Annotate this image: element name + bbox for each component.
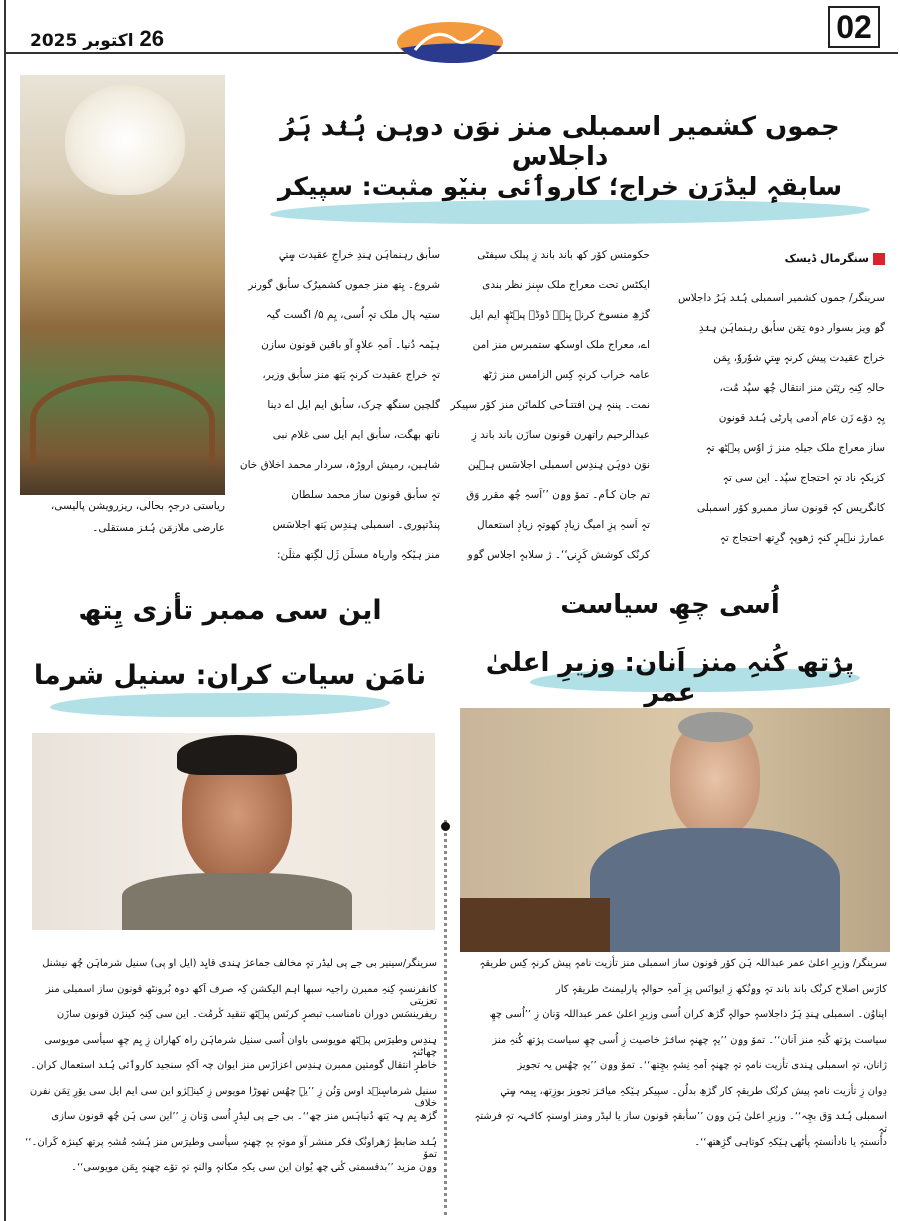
text-line: ہُنٛد ضابطٕ ژھراونُک فکر منشر آو موتہٕ یہٕ چھنہٕ سیأسی وطیرَس منز ہُشہِ مُشہِ پرتھ کینژہ کَران۔‘‘ تموٚ (25, 1136, 437, 1161)
text-line: کانگریس کہٕ قونون ساز ممبرو کوٚر اسمبلی (696, 502, 885, 514)
text-line: تہٕ خراج عقیدت کرنہٕ یَتھ منز سأبق وزیر، (262, 369, 440, 381)
text-line: سنیل شرماسٕنٛد اوس وَنُن زِ ’’یہٕ چھُس تھوڑا مویوس زِ کینٛژو این سی ایم ایل سی یوٚرِ تِمَن نفرن خلاف (29, 1085, 437, 1110)
text-line: سرینگر/سینیر بی جے پی لیڈر تہٕ مخالف جماعژ ہِندی قایِد (ایل او پی) سنیل شرماہَن چُھ نیشنل (42, 958, 437, 969)
text-line: ہِندِس وطیرَس پٮ۪ٹھ مویوسی باوان اُسی سنیل شرماہَن راہ کھاران زِ یِم چھِ سیأسی مویوسی چھاٹنہٕ (44, 1034, 437, 1059)
omar-abdullah-photo (460, 708, 890, 952)
text-line: کانفرنسہٕ کِنہِ ممبرن راجیہ سبھا اہم الیکشن کِہ صرف اَکھ دوہ بُرونٹھ قونون ساز اسمبلی منز تعزیتی (45, 983, 437, 1008)
text-line: پنڈتپوری۔ اسمبلی ہِندِس یَتھ اجلاسَس (272, 519, 440, 531)
text-line: شاہین، رمیش اروڑہ، سردار محمد اخلاق خان (239, 459, 440, 471)
text-line: ریاستی درجہٕ بحالی، ریزرویشن پالیسی، (50, 500, 225, 512)
text-line: یِہٕ دوٚے زَن عام آدمی پارٹی ہُنٛد قونون (718, 412, 885, 424)
text-line: عمارژ نٮ۪برٕ کنہٕ ژھوپہٕ گرِتھ احتجاج تہٕ (719, 532, 885, 544)
text-line: گژھ یِم ہٕہ یَتھ دُنیاہَس منز چھ‘‘۔ بی جے پی لیڈرٕ اُسی وَنان زِ ’’این سی ہَن چُھ قونون سازی (51, 1111, 437, 1122)
newspaper-logo (395, 20, 505, 64)
text-line: اپناوُن۔ اسمبلی ہِندِ ہَرُ داجلاسہٕ حوالہٕ گژھ کران اُسی وزیرِ اعلیٰ عمر عبداللہ وَنان زِ ’’اُسی چھِ (489, 1009, 887, 1020)
text-line: اسمبلی ہُنٛد وَق بچِہ‘‘۔ وزیرِ اعلیٰ ہَن وۄن ’’سأبقہٕ قونون ساز یا لیڈر ومنز اوسنہٕ کانٛہہ تہٕ فرشتہٕ تہٕ (474, 1111, 887, 1135)
story2-headline-2: نامَن سیات کران: سنیل شرما (33, 660, 427, 691)
story3-headline-1: اُسی چھِ سیاست (560, 590, 780, 620)
text-line: عبدالرحیم راتھرن قونون سازَن باند باند زِ (471, 429, 650, 441)
text-line: ایکٹس تحت معراج ملک سٕنز نظر بندی (482, 279, 650, 291)
story3-body (465, 958, 887, 1162)
text-line: دِوان زِ تأزیت نامہٕ پیش کرنُک طریقہٕ کار گژھِ بدلُن۔ سپیکر ہیٚکہِ میانٛز تجویز بوزِتھ، یِیمہ سٟتؠ (500, 1085, 887, 1097)
text-line: سأبق رہنماہَن ہِندِ خراجِ عقیدت سٟتؠ (279, 249, 440, 261)
story3-headline-2: پرٛتھ کُنہِ منز اَنان: وزیرِ اعلیٰ عمر (485, 648, 855, 708)
assembly-hall-photo (20, 75, 225, 495)
text-line: خراج عقیدت پیش کرنہٕ سٟتؠ شوٗروٗ، یِمَن (713, 352, 885, 364)
separator-dot (441, 822, 450, 831)
text-line: اے، معراج ملک اوسکھ ستمبرس منز امن (472, 339, 650, 351)
byline: سنگرمال ڈیسک (720, 252, 885, 265)
text-line: ناتھ بھگت، سأبق ایم ایل سی غلام نبی (272, 429, 440, 441)
text-line: ہیٚمہ دُنیا۔ اَمہِ علاوٕ آو باقین قونون سازن (261, 339, 440, 351)
story2-headline-1: این سی ممبر تأزی یِتھ (78, 595, 382, 626)
text-line: سرینگر/ جموں کشمیر اسمبلی ہُنٛد ہَرُ داجلاس (677, 292, 885, 304)
story1-headline-1: جموں کشمیر اسمبلی منز نوَن دوہن ہُنٛد ہَرُ داجلاس (280, 112, 840, 172)
text-line: عامہ خراب کرنہٕ کِس الزامس منز ژٹھ (482, 369, 650, 381)
text-line: حالہِ کِنہِ رێتَن منز انتقال چُھ سپُد مُت، (719, 382, 885, 394)
text-line: تہٕ اَسہِ پزِ امیگ زیادٕ کھوتہٕ زیادٕ استعمال (476, 519, 650, 531)
story2-body (25, 958, 437, 1188)
text-line: گژھِ منسوخ کرنہٕ یِنۍ۔ ڈوڈہ پٮ۪ٹھٕ ایم ایل (469, 309, 650, 321)
text-line: گۄ ویز بسوار دوہ تِمَن سأبق رہنماہَن ہِنٛدِ (698, 322, 885, 334)
text-line: نوَن دوہَن ہِندِس اسمبلی اجلاسَس ہٮ۪ین (467, 459, 650, 471)
text-line: دأنستہٕ یا نادأنستہٕ پأٹھۍ ہیٚکہِ کوتاہی گژِھتھ‘‘۔ (694, 1136, 887, 1148)
text-line: شروع۔ یِتھ منز جموں کشمیرُک سأبق گورنر (248, 279, 440, 291)
text-line: حکومتس کوٚر کھ باند باند زِ پبلک سیفٹی (477, 249, 650, 261)
text-line: خاطرٕ انتقال گومتین ممبرن ہِندِس اعزازَس منز ایوان چہ اَکہٕ سنجید کاروٲئی ہُنٛد استعمال کران۔ (30, 1060, 437, 1071)
text-line: سرینگر/ وزیرِ اعلیٰ عمر عبداللہ ہَن کوٚر قونون ساز اسمبلی منز تأزیت نامہٕ پیش کرنہٕ کِس طریقہٕ (479, 958, 887, 969)
text-line: کارَس اصلاح کرنُک باند باند تہٕ وۄنُکھ زِ ایوانَس پزِ اَمہِ حوالہٕ پارلیمنٹ طریقہٕ کار (555, 983, 887, 995)
text-line: ستیہ پال ملک تہٕ اُسی، یِم ۵/ اگست گیہ (265, 309, 440, 321)
column-separator (444, 820, 448, 1215)
text-line: ریفرینسَس دوران نامناسب تبصرٕ کرنَس پٮ۪ٹھ تنقید کٔرمُت۔ این سی کِنہِ کینژن قونون سازَن (56, 1009, 437, 1020)
text-line: گلچین سنگھ چرک، سأبق ایم ایل اے دینا (267, 399, 440, 411)
story1-headline-2: سابقہٕ لیڈرَن خراج؛ کاروٲئی بنیٚو مثبت: سپیکر (277, 172, 843, 201)
issue-date: 26 اکتوبر 2025 (30, 26, 164, 51)
text-line: ژانان، تہٕ اسمبلی ہِندی تأزیت نامہٕ تہٕ چھنہٕ اَمہِ نِشہٕ بچِتھ‘‘۔ تموٚ وۄن ’’یہٕ چھُس یہ تجویز (517, 1060, 887, 1071)
photo-caption (20, 495, 225, 539)
sunil-sharma-photo (32, 733, 435, 930)
story1-column-middle (445, 240, 650, 570)
text-line: نمت۔ پننہٕ ہِن افتتٲحی کلماتَن منز کوٚر سپیکر (450, 399, 650, 411)
text-line: کزبکہٕ ناد تہٕ احتجاج سپُد۔ این سی تہٕ (722, 472, 885, 484)
page-number: 02 (828, 6, 880, 48)
text-line: عارضی ملازمَن ہُنٛز مستقلی۔ (92, 522, 225, 534)
text-line: ساز معراج ملک جیلہِ منز ژ اوٗس پٮ۪ٹھ تہٕ (705, 442, 885, 454)
story1-column-right (655, 283, 885, 553)
text-line: سیاست پرٛتھ کُنہِ منز اَنان‘‘۔ تموٚ وۄن ’’یہٕ چھنہٕ سانٛژ خاصیت زِ اُسی چھِ سیاست پرٛتھ کُنہِ منز (492, 1034, 887, 1046)
story1-column-left (235, 240, 440, 570)
byline-icon (873, 253, 885, 265)
text-line: کرنُک کوشش کَرٕنۍ‘‘۔ ژ سلابہٕ اجلاس گۄو (467, 549, 650, 561)
text-line: وۄن مزید ’’بدقسمتی کٔنۍ چھ یُوان این سی یکہِ مکانہٕ والنہٕ تہٕ توٚے چھنہٕ یِمَن مویوسی‘‘۔ (71, 1162, 437, 1173)
text-line: منز ہیٚکہِ واریاہ مسلَن ژَل لگِتھ مثلَن: (277, 549, 440, 561)
text-line: تم جان کٲم۔ تموٚ وۄن ’’اَسہِ چُھ مقرر وَق (466, 489, 650, 501)
page-border-left (4, 0, 6, 1221)
text-line: تہٕ سأبق قونون ساز محمد سلطان (291, 489, 440, 501)
